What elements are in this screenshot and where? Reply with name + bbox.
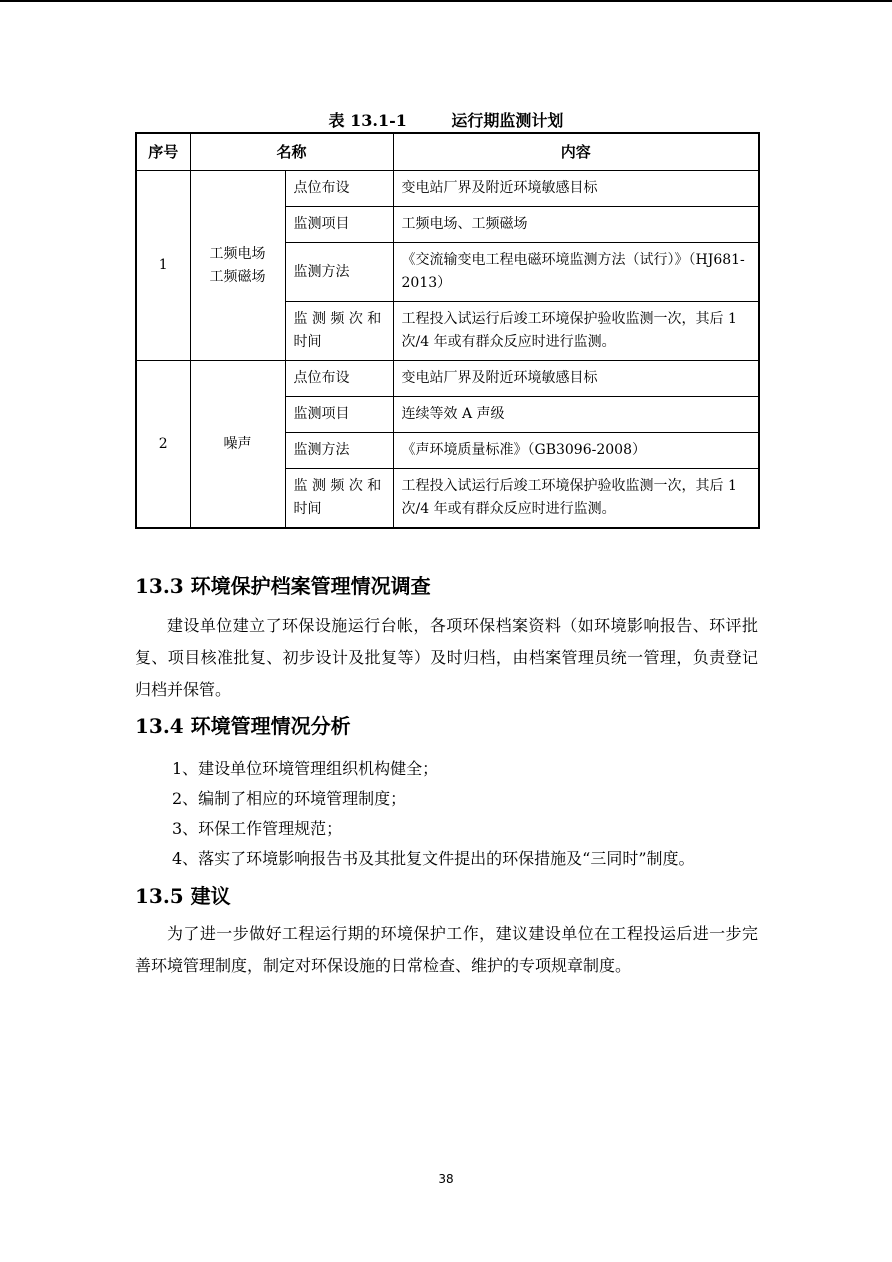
row-label: 点位布设 <box>285 361 393 397</box>
group-name-line: 工频电场 <box>209 245 266 262</box>
section-heading-13-4: 13.4 环境管理情况分析 <box>135 714 351 738</box>
page-top-rule <box>0 0 892 2</box>
table-row <box>136 171 759 207</box>
table-caption: 表 13.1-1 运行期监测计划 <box>328 111 564 130</box>
section-13-3-body: 建设单位建立了环保设施运行台帐，各项环保档案资料（如环境影响报告、环评批复、项目核准批复、初步设计及批复等）及时归档，由档案管理员统一管理，负责登记归档并保管。 <box>135 616 758 699</box>
page-number: 38 <box>438 1172 454 1186</box>
row-value: 变电站厂界及附近环境敏感目标 <box>393 171 759 207</box>
table-header-row <box>136 133 759 171</box>
group-no: 2 <box>136 361 190 529</box>
row-label: 监 测 频 次 和 时间 <box>285 469 393 529</box>
table-row <box>136 361 759 397</box>
row-value: 连续等效 A 声级 <box>393 397 759 433</box>
header-content: 内容 <box>393 133 759 171</box>
row-value: 工频电场、工频磁场 <box>393 207 759 243</box>
row-label: 监测项目 <box>285 397 393 433</box>
group-name <box>190 361 285 529</box>
header-name: 名称 <box>190 133 393 171</box>
group-name <box>190 171 285 361</box>
list-item: 4、落实了环境影响报告书及其批复文件提出的环保措施及“三同时”制度。 <box>172 849 695 868</box>
section-13-5-body: 为了进一步做好工程运行期的环境保护工作，建议建设单位在工程投运后进一步完善环境管理制度，制定对环保设施的日常检查、维护的专项规章制度。 <box>135 924 758 975</box>
row-value: 变电站厂界及附近环境敏感目标 <box>393 361 759 397</box>
section-heading-13-3: 13.3 环境保护档案管理情况调查 <box>135 574 431 598</box>
row-label: 监测方法 <box>285 433 393 469</box>
row-value: 工程投入试运行后竣工环境保护验收监测一次，其后 1 次/4 年或有群众反应时进行监测。 <box>393 469 759 529</box>
row-label: 点位布设 <box>285 171 393 207</box>
group-no: 1 <box>136 171 190 361</box>
row-label: 监测项目 <box>285 207 393 243</box>
row-value: 《交流输变电工程电磁环境监测方法（试行）》（HJ681-2013） <box>393 243 759 302</box>
list-item: 2、编制了相应的环境管理制度； <box>172 789 407 808</box>
monitoring-plan-table <box>135 132 760 529</box>
group-name-line: 工频磁场 <box>209 268 266 285</box>
row-label: 监测方法 <box>285 243 393 302</box>
list-item: 1、建设单位环境管理组织机构健全； <box>172 759 439 778</box>
list-item: 3、环保工作管理规范； <box>172 819 343 838</box>
row-value: 工程投入试运行后竣工环境保护验收监测一次，其后 1 次/4 年或有群众反应时进行监测。 <box>393 302 759 361</box>
row-label: 监 测 频 次 和 时间 <box>285 302 393 361</box>
header-no: 序号 <box>136 133 190 171</box>
row-value: 《声环境质量标准》（GB3096-2008） <box>393 433 759 469</box>
group-name-line: 噪声 <box>223 435 252 452</box>
section-heading-13-5: 13.5 建议 <box>135 884 231 908</box>
